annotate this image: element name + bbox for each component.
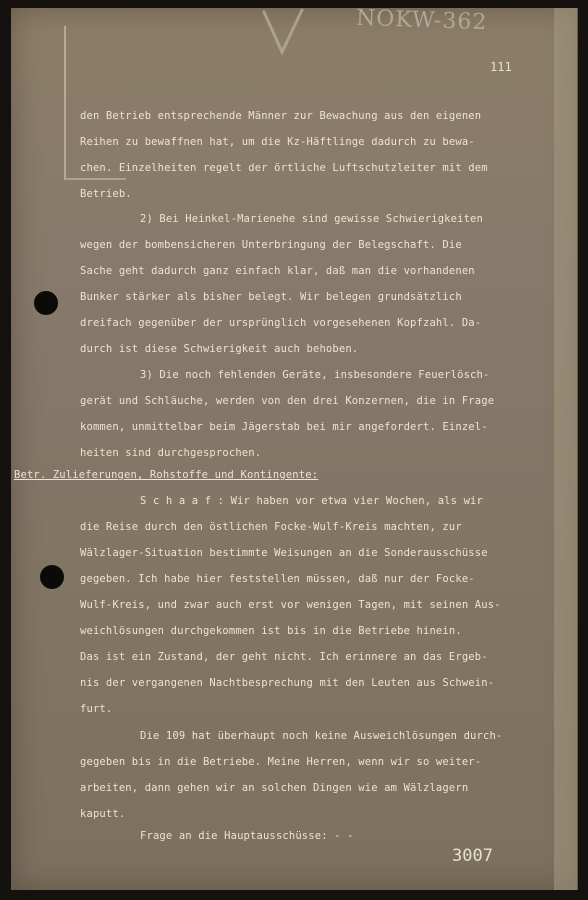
punch-hole-lower	[40, 565, 64, 589]
text-line: durch ist diese Schwierigkeit auch behoben.	[80, 343, 359, 355]
document-number: 3007	[452, 846, 493, 866]
text-line: chen. Einzelheiten regelt der örtliche Luftschutzleiter mit dem	[80, 162, 488, 174]
text-line: 2) Bei Heinkel-Marienehe sind gewisse Schwierigkeiten	[140, 213, 483, 225]
text-line: Die 109 hat überhaupt noch keine Ausweichlösungen durch-	[140, 730, 503, 742]
margin-bracket-mark	[64, 26, 126, 180]
section-heading: Betr. Zulieferungen, Rohstoffe und Kontingente:	[14, 469, 319, 481]
pencil-check-mark	[258, 8, 308, 58]
text-line: wegen der bombensicheren Unterbringung der Belegschaft. Die	[80, 239, 462, 251]
text-line: Wulf-Kreis, und zwar auch erst vor wenigen Tagen, mit seinen Aus-	[80, 599, 501, 611]
text-line: arbeiten, dann gehen wir an solchen Dingen wie am Wälzlagern	[80, 782, 469, 794]
text-line: Reihen zu bewaffnen hat, um die Kz-Häftlinge dadurch zu bewa-	[80, 136, 475, 148]
handwritten-note: NOKW-362	[355, 5, 488, 36]
text-line: den Betrieb entsprechende Männer zur Bewachung aus den eigenen	[80, 110, 482, 122]
text-line: Betrieb.	[80, 188, 132, 200]
text-line: furt.	[80, 703, 113, 715]
text-line: kommen, unmittelbar beim Jägerstab bei mir angefordert. Einzel-	[80, 421, 488, 433]
text-line: gerät und Schläuche, werden von den drei Konzernen, die in Frage	[80, 395, 495, 407]
text-line: dreifach gegenüber der ursprünglich vorgesehenen Kopfzahl. Da-	[80, 317, 482, 329]
text-line: nis der vergangenen Nachtbesprechung mit den Leuten aus Schwein-	[80, 677, 495, 689]
text-line: weichlösungen durchgekommen ist bis in die Betriebe hinein.	[80, 625, 462, 637]
punch-hole-upper	[34, 291, 58, 315]
text-line: kaputt.	[80, 808, 126, 820]
text-line: 3) Die noch fehlenden Geräte, insbesondere Feuerlösch-	[140, 369, 490, 381]
text-line: Frage an die Hauptausschüsse: - -	[140, 830, 354, 842]
text-line: Sache geht dadurch ganz einfach klar, daß man die vorhandenen	[80, 265, 475, 277]
text-line: S c h a a f : Wir haben vor etwa vier Wochen, als wir	[140, 495, 483, 507]
text-line: Das ist ein Zustand, der geht nicht. Ich erinnere an das Ergeb-	[80, 651, 488, 663]
paper-edge-strip	[554, 8, 578, 890]
text-line: die Reise durch den östlichen Focke-Wulf-Kreis machten, zur	[80, 521, 462, 533]
text-line: heiten sind durchgesprochen.	[80, 447, 262, 459]
page-number: 111	[490, 60, 512, 74]
text-line: Bunker stärker als bisher belegt. Wir belegen grundsätzlich	[80, 291, 462, 303]
text-line: gegeben bis in die Betriebe. Meine Herren, wenn wir so weiter-	[80, 756, 482, 768]
text-line: gegeben. Ich habe hier feststellen müssen, daß nur der Focke-	[80, 573, 475, 585]
text-line: Wälzlager-Situation bestimmte Weisungen an die Sonderausschüsse	[80, 547, 488, 559]
